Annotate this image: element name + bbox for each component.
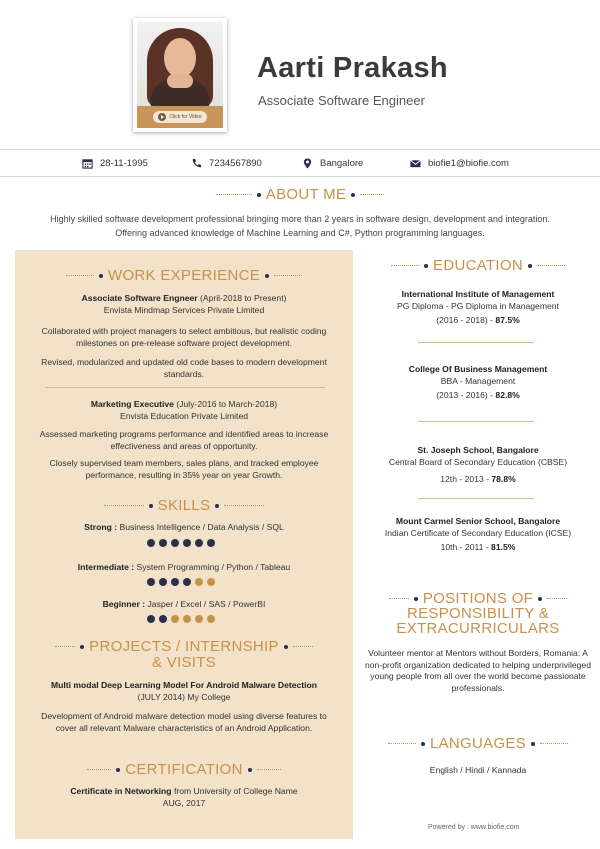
job-role: Marketing Executive [90,399,174,409]
rating-dot-empty [207,615,215,623]
candidate-title: Associate Software Engineer [258,93,425,108]
rating-dot-filled [147,539,155,547]
divider [418,498,534,499]
contact-location [302,158,363,169]
positions-heading-line2: RESPONSIBILITY & [406,605,550,622]
skill-beginner: Beginner : Jasper / Excel / SAS / PowerBI [102,599,266,609]
job-dates: (July-2016 to March-2018) [173,399,278,409]
skill-beginner-rating [147,615,215,623]
positions-text: Volunteer mentor at Mentors without Borders, Romania: A non-profit organization dedicated to helping underprivileged young people from all over the world become passionate professionals. [365,648,591,693]
positions-heading: POSITIONS OF [373,590,583,607]
footer-credit: Powered by : www.biofie.com [428,824,520,831]
rating-dot-filled [171,578,179,586]
project-description: Development of Android malware detection model using diverse features to cover all relevant Malware characteristics of an Android Application. [41,711,327,733]
rating-dot-filled [183,539,191,547]
profile-photo-card [133,18,227,132]
education-entry-1: International Institute of Management PG Diploma - PG Diploma in Management (2016 - 2018) - 87.5% [397,289,559,325]
divider [418,342,534,343]
skills-heading: SKILLS [15,497,353,514]
skill-strong: Strong : Business Intelligence / Data Analysis / SQL [84,522,284,532]
rating-dot-empty [183,615,191,623]
certification-entry: Certificate in Networking from University of College Name AUG, 2017 [70,786,298,808]
play-icon [158,113,166,121]
work-experience-heading: WORK EXPERIENCE [15,267,353,284]
rating-dot-filled [159,539,167,547]
profile-photo [137,22,223,106]
video-label: Click for Video [169,114,202,120]
job-company: Envista Mindmap Services Private Limited [103,304,265,315]
divider [418,421,534,422]
education-heading: EDUCATION [373,257,583,274]
email-icon [410,158,421,169]
job-2-header [25,399,343,422]
certification-heading: CERTIFICATION [15,761,353,778]
contact-dob [82,158,148,169]
education-entry-4: Mount Carmel Senior School, Bangalore Indian Certificate of Secondary Education (ICSE) 10th - 2011 - 81.5% [384,516,572,552]
rating-dot-empty [207,578,215,586]
contact-bar [0,149,600,177]
contact-phone [191,158,262,169]
job-role: Associate Software Engneer [81,293,198,303]
calendar-icon [82,158,93,169]
job-1-header [25,293,343,316]
rating-dot-filled [207,539,215,547]
contact-text: 7234567890 [209,158,262,169]
languages-heading: LANGUAGES [373,735,583,752]
rating-dot-filled [195,539,203,547]
projects-heading-line2: & VISITS [151,654,217,671]
job-1-point-2: Revised, modularized and updated old code bases to modern development standards. [41,357,327,379]
rating-dot-empty [195,615,203,623]
contact-text: biofie1@biofie.com [428,158,509,169]
languages-list: English / Hindi / Kannada [429,765,527,775]
contact-text: 28-11-1995 [100,158,148,169]
contact-email [410,158,509,169]
education-entry-2: College Of Business Management BBA - Management (2013 - 2016) - 82.8% [408,364,548,400]
project-title: Multi modal Deep Learning Model For Android Malware Detection [50,680,318,690]
rating-dot-filled [147,615,155,623]
rating-dot-filled [159,615,167,623]
rating-dot-filled [171,539,179,547]
rating-dot-filled [183,578,191,586]
skill-intermediate-rating [147,578,215,586]
rating-dot-empty [171,615,179,623]
job-2-point-2: Closely supervised team members, sales plans, and tracked employee performance, resulting in 35% year on year Growth. [49,458,319,480]
skill-strong-rating [147,539,215,547]
about-heading: ABOUT ME [0,186,600,203]
skill-intermediate: Intermediate : System Programming / Python / Tableau [77,562,291,572]
project-meta: (JULY 2014) My College [137,691,231,702]
candidate-name: Aarti Prakash [257,52,448,84]
job-dates: (April-2018 to Present) [197,293,287,303]
positions-heading-line3: EXTRACURRICULARS [396,620,560,637]
rating-dot-empty [195,578,203,586]
rating-dot-filled [147,578,155,586]
education-entry-3: St. Joseph School, Bangalore Central Board of Secondary Education (CBSE) 12th - 2013 - 78.8% [388,445,568,484]
project-header [25,680,343,703]
phone-icon [191,158,202,169]
video-bar [137,106,223,128]
rating-dot-filled [159,578,167,586]
divider [45,387,325,388]
projects-heading: PROJECTS / INTERNSHIP [15,638,353,655]
contact-text: Bangalore [320,158,364,169]
job-2-point-1: Assessed marketing programs performance and identified areas to increase effectiveness and areas of opportunity. [39,429,329,451]
location-icon [302,158,313,169]
job-company: Envista Education Private Limited [119,410,249,421]
job-1-point-1: Collaborated with project managers to select ambitious, but realistic coding milestones on pre-release software project development. [41,326,327,348]
about-text: Highly skilled software development professional bringing more than 2 years in software design, development and integration. Offering advanced knowledge of Machine Learning and C#, Python programming languages. [50,214,550,238]
video-button[interactable] [153,111,206,123]
